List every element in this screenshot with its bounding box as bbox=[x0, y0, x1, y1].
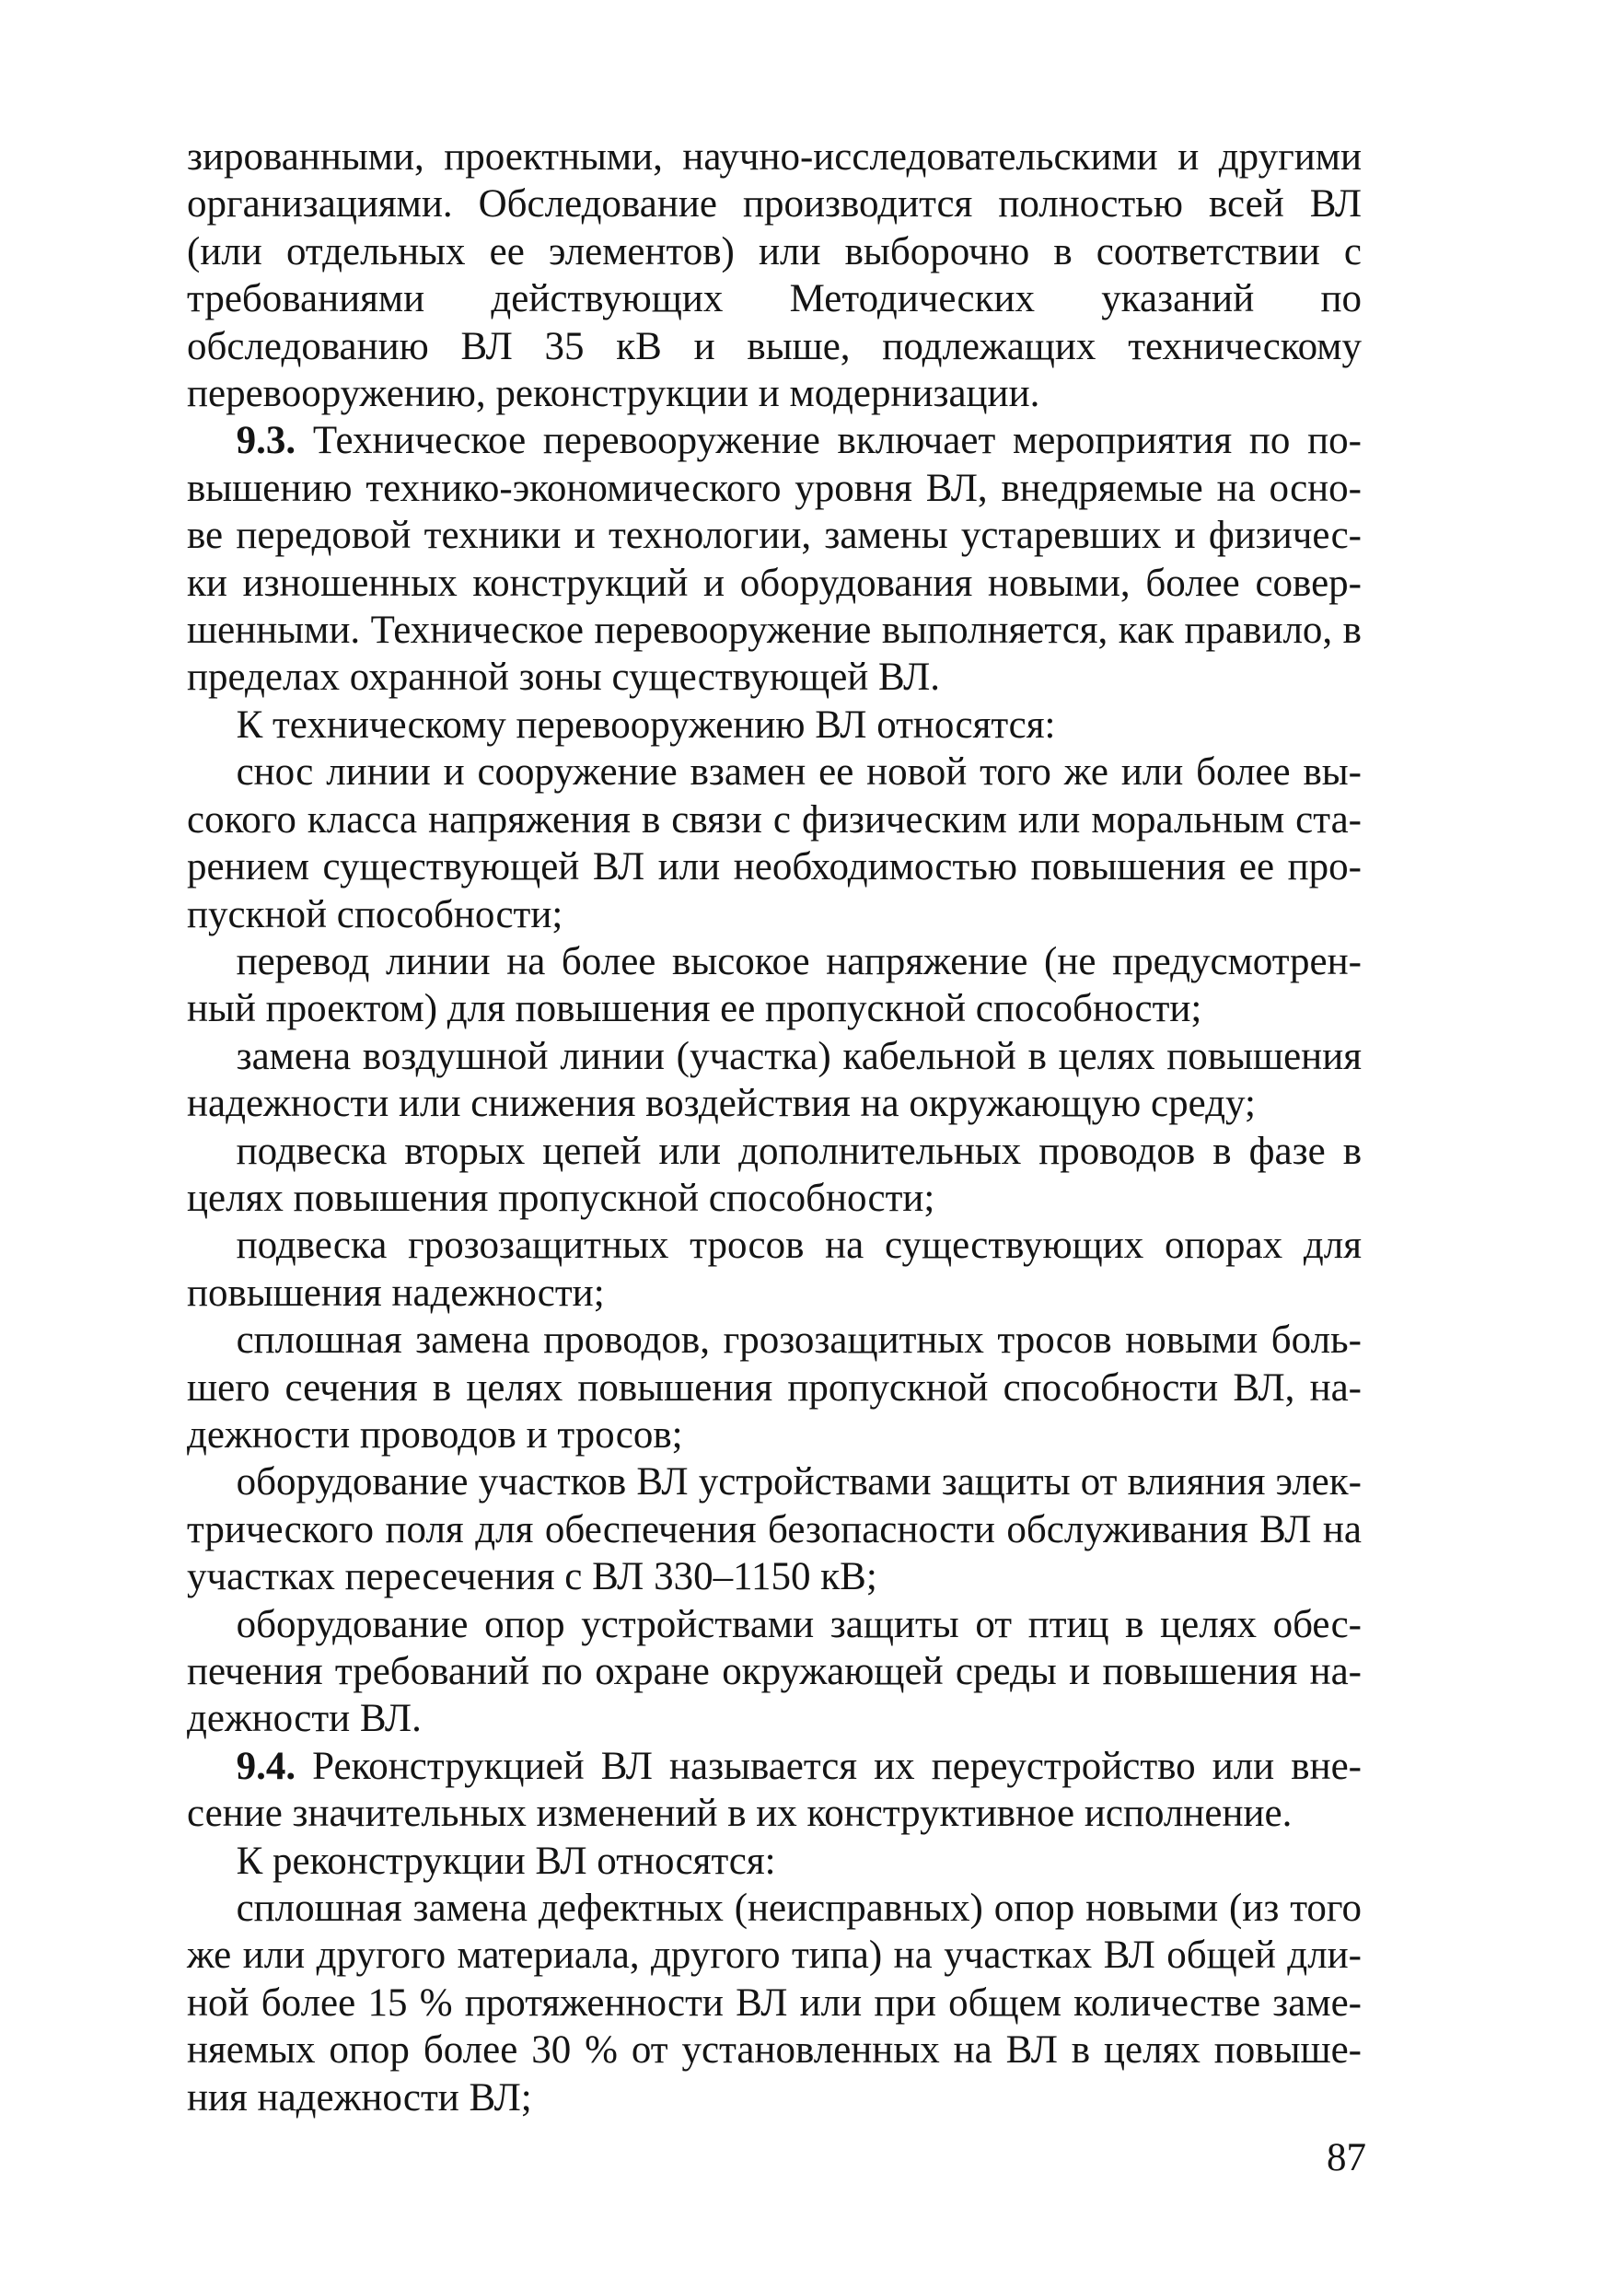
paragraph-text: зированными, проектными, научно-исследовательскими и другими организациями. Обследование производится полностью всей ВЛ (или отдельных ее элементов) или выборочно в соответствии с требованиями действующих Методических указаний по обследованию ВЛ 35 кВ и выше, подлежащих техническому перевооружению, реконструкции и модернизации. bbox=[187, 135, 1362, 416]
list-item bbox=[187, 938, 1362, 1033]
paragraph-text: сплошная замена дефектных (неисправных) опор новыми (из того же или другого материала, другого типа) на участках ВЛ общей длиной более 15 % протяженности ВЛ или при общем количестве заменяемых опор более 30 % от установленных на ВЛ в целях повышения надежности ВЛ; bbox=[187, 1887, 1362, 2120]
list-item bbox=[187, 1317, 1362, 1458]
list-item bbox=[187, 1222, 1362, 1317]
paragraph-text: замена воздушной линии (участка) кабельной в целях повышения надежности или снижения воздействия на окружающую среду; bbox=[187, 1034, 1362, 1126]
list-item bbox=[187, 1128, 1362, 1223]
list-item bbox=[187, 749, 1362, 938]
list-item bbox=[187, 1885, 1362, 2121]
clause-number: 9.4. bbox=[236, 1744, 296, 1788]
clause-number: 9.3. bbox=[236, 419, 296, 463]
paragraph-text: Реконструкцией ВЛ называется их переустройство или внесение значительных изменений в их конструктивное исполнение. bbox=[187, 1744, 1362, 1836]
paragraph-text: К техническому перевооружению ВЛ относятся: bbox=[236, 703, 1056, 747]
paragraph-list-intro bbox=[187, 702, 1362, 749]
list-item bbox=[187, 1033, 1362, 1128]
paragraph-text: Техническое перевооружение включает мероприятия по повышению технико-экономического уровня ВЛ, внедряемые на основе передовой техники и технологии, замены устаревших и физически изношенных конструкций и оборудования новыми, более совершенными. Техническое перевооружение выполняется, как правило, в пределах охранной зоны существующей ВЛ. bbox=[187, 419, 1362, 700]
paragraph-clause-9-4 bbox=[187, 1743, 1362, 1838]
paragraph-continuation bbox=[187, 134, 1362, 417]
paragraph-list-intro bbox=[187, 1838, 1362, 1885]
list-item bbox=[187, 1458, 1362, 1600]
list-item bbox=[187, 1601, 1362, 1743]
paragraph-text: подвеска вторых цепей или дополнительных проводов в фазе в целях повышения пропускной способности; bbox=[187, 1129, 1362, 1220]
paragraph-text: перевод линии на более высокое напряжение (не предусмотренный проектом) для повышения ее пропускной способности; bbox=[187, 939, 1362, 1031]
paragraph-text: оборудование участков ВЛ устройствами защиты от влияния электрического поля для обеспечения безопасности обслуживания ВЛ на участках пересечения с ВЛ 330–1150 кВ; bbox=[187, 1460, 1362, 1599]
paragraph-clause-9-3 bbox=[187, 417, 1362, 701]
paragraph-text: К реконструкции ВЛ относятся: bbox=[236, 1839, 776, 1883]
paragraph-text: сплошная замена проводов, грозозащитных тросов новыми большего сечения в целях повышения пропускной способности ВЛ, надежности проводов и тросов; bbox=[187, 1318, 1362, 1457]
paragraph-text: снос линии и сооружение взамен ее новой того же или более высокого класса напряжения в связи с физическим или моральным старением существующей ВЛ или необходимостью повышения ее пропускной способности; bbox=[187, 750, 1362, 936]
paragraph-text: подвеска грозозащитных тросов на существующих опорах для повышения надежности; bbox=[187, 1224, 1362, 1315]
paragraph-text: оборудование опор устройствами защиты от птиц в целях обеспечения требований по охране окружающей среды и повышения надежности ВЛ. bbox=[187, 1602, 1362, 1741]
page-number: 87 bbox=[1327, 2136, 1366, 2179]
page-body bbox=[187, 134, 1362, 2121]
